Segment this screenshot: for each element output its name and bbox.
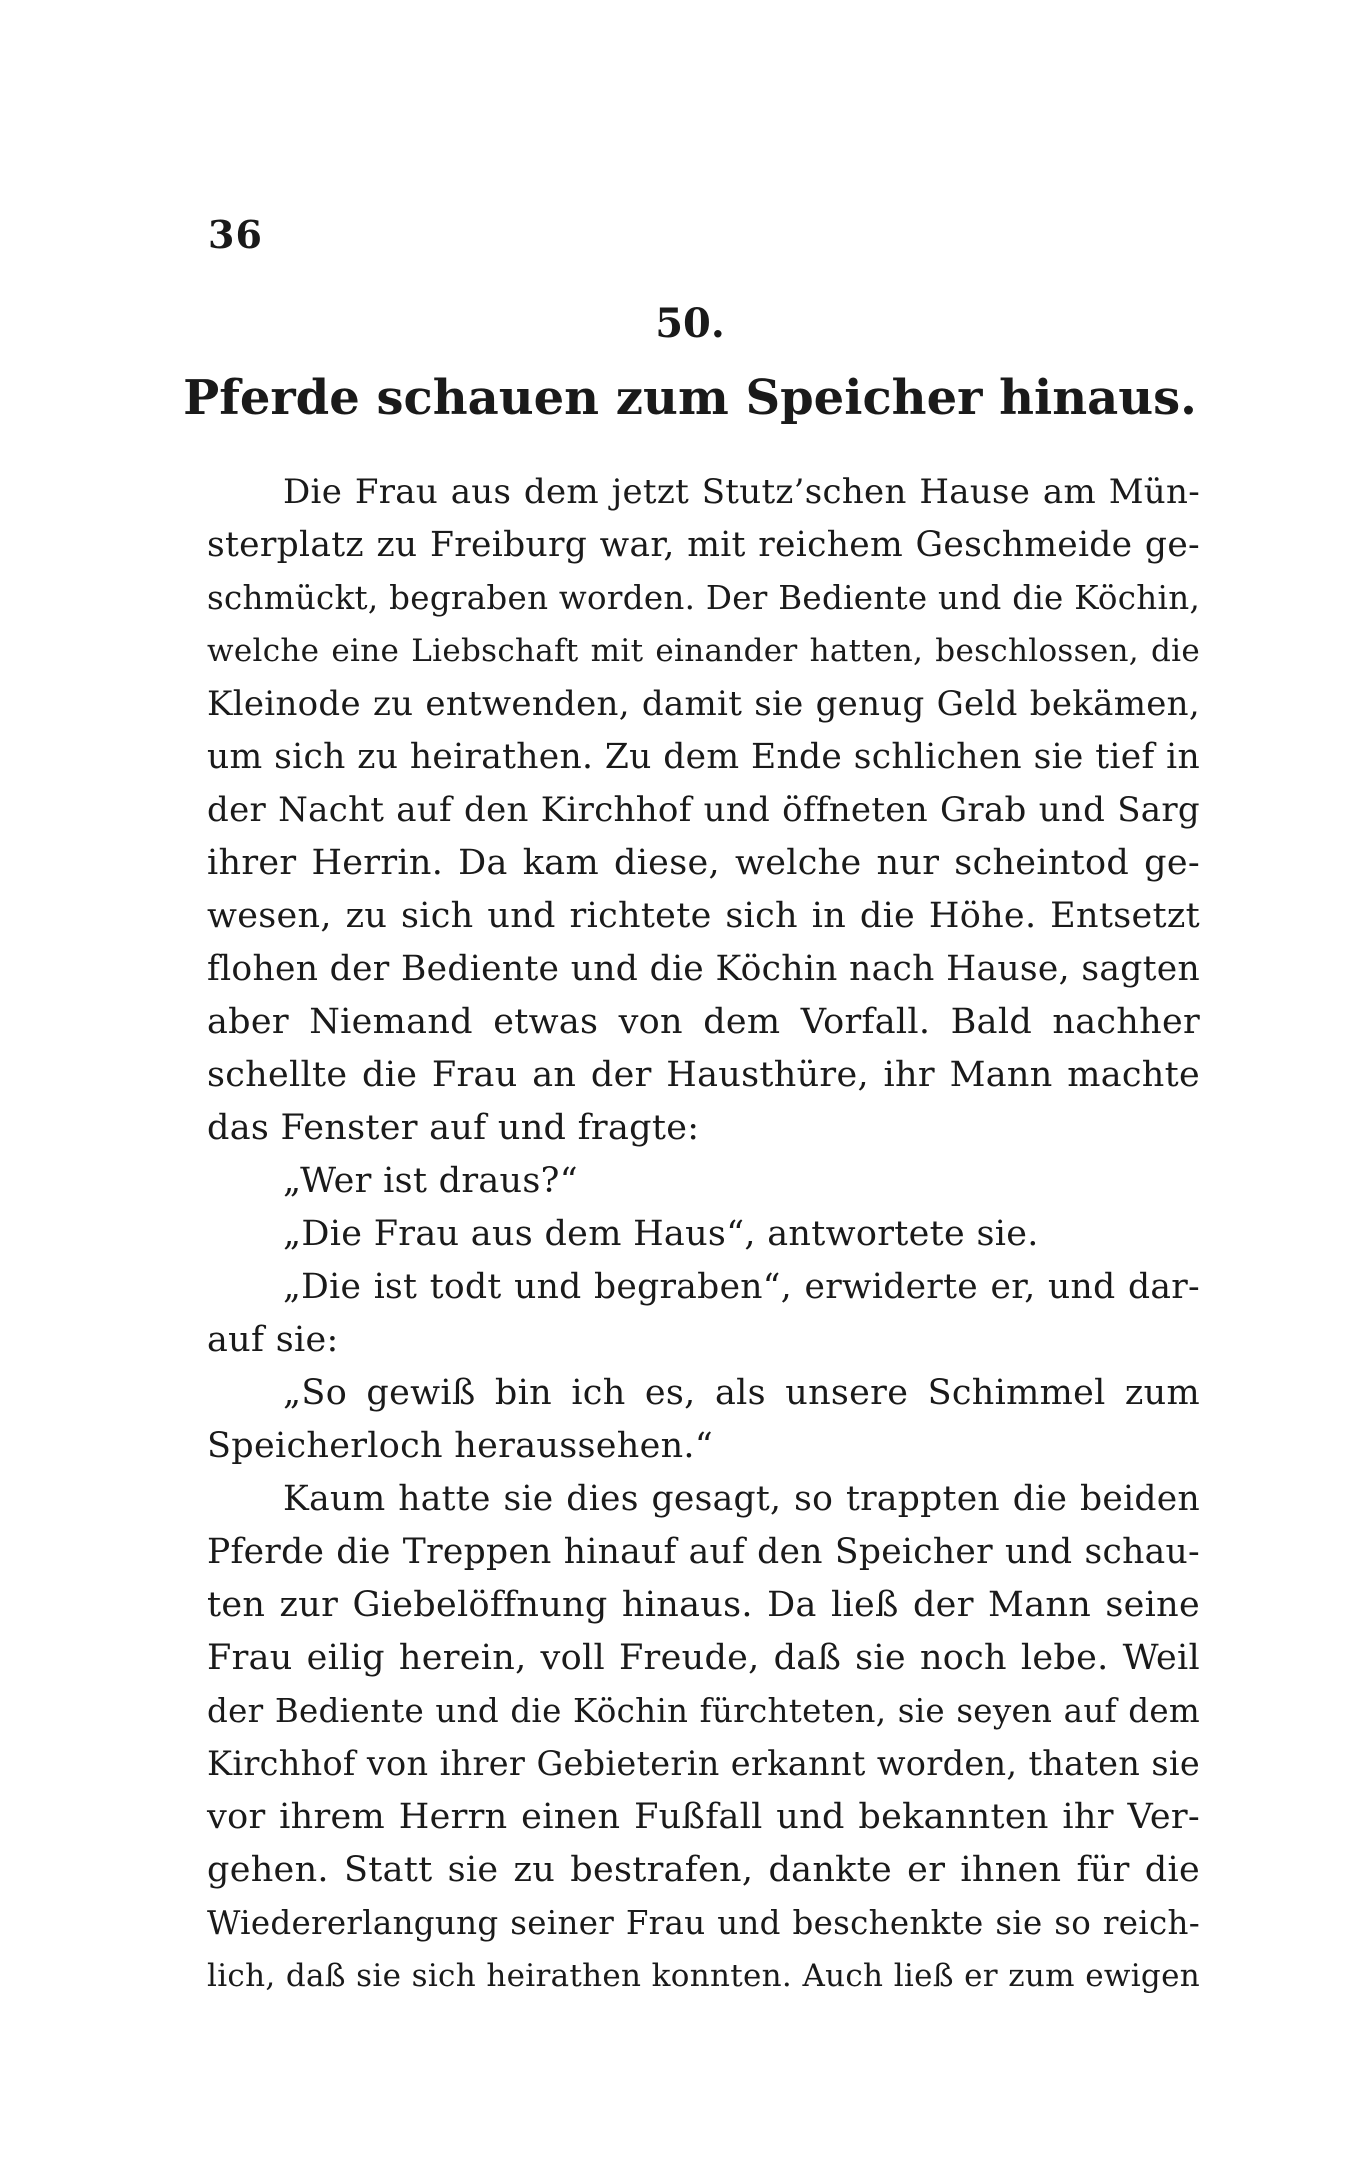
text-line: auf sie: [207,1320,339,1360]
text-line: Kaum hatte sie dies gesagt, so trappten die beiden [283,1479,1200,1519]
text-line: ihrer Herrin. Da kam diese, welche nur scheintod ge- [207,843,1200,883]
text-line: flohen der Bediente und die Köchin nach Hause, sagten [207,949,1200,989]
text-line: „Die ist todt und begraben“, erwiderte er, und dar- [283,1267,1200,1307]
text-line: der Bediente und die Köchin fürchteten, sie seyen auf dem [207,1692,1200,1730]
page-number: 36 [208,212,263,257]
text-line: lich, daß sie sich heirathen konnten. Auch ließ er zum ewigen [207,1958,1200,1994]
text-line: Die Frau aus dem jetzt Stutz’schen Hause am Mün- [283,472,1200,512]
text-line: sterplatz zu Freiburg war, mit reichem Geschmeide ge- [207,525,1200,565]
text-line: schmückt, begraben worden. Der Bediente und die Köchin, [207,579,1201,617]
text-line: „So gewiß bin ich es, als unsere Schimmel zum [283,1373,1200,1413]
text-line: „Die Frau aus dem Haus“, antwortete sie. [283,1214,1039,1254]
text-line: Wiedererlangung seiner Frau und beschenkte sie so reich- [207,1904,1200,1942]
section-number: 50. [655,300,725,347]
text-line: Speicherloch heraussehen.“ [207,1426,714,1466]
text-line: aber Niemand etwas von dem Vorfall. Bald nachher [207,1002,1200,1042]
text-line: ten zur Giebelöffnung hinaus. Da ließ der Mann seine [207,1585,1200,1625]
text-line: der Nacht auf den Kirchhof und öffneten Grab und Sarg [207,790,1200,830]
text-line: schellte die Frau an der Hausthüre, ihr Mann machte [207,1055,1200,1095]
text-line: vor ihrem Herrn einen Fußfall und bekannten ihr Ver- [207,1797,1200,1837]
text-line: das Fenster auf und fragte: [207,1108,700,1148]
text-line: um sich zu heirathen. Zu dem Ende schlichen sie tief in [207,737,1200,777]
story-title: Pferde schauen zum Speicher hinaus. [183,370,1197,426]
text-line: „Wer ist draus?“ [283,1161,578,1201]
text-line: welche eine Liebschaft mit einander hatten, beschlossen, die [207,633,1200,669]
text-line: Pferde die Treppen hinauf auf den Speicher und schau- [207,1532,1200,1572]
text-line: gehen. Statt sie zu bestrafen, dankte er ihnen für die [207,1850,1200,1890]
text-line: Kleinode zu entwenden, damit sie genug Geld bekämen, [207,684,1200,724]
text-line: Kirchhof von ihrer Gebieterin erkannt worden, thaten sie [207,1744,1200,1783]
text-line: Frau eilig herein, voll Freude, daß sie noch lebe. Weil [207,1638,1200,1678]
text-line: wesen, zu sich und richtete sich in die Höhe. Entsetzt [207,896,1200,936]
